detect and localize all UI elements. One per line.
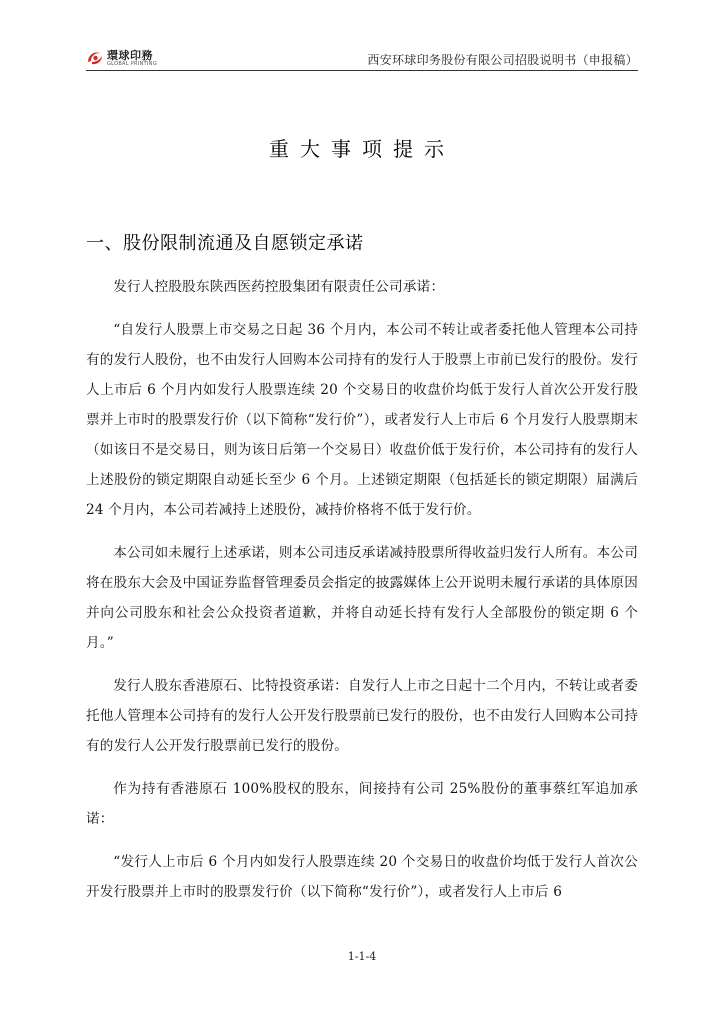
paragraph: 发行人股东香港原石、比特投资承诺：自发行人上市之日起十二个月内，不转让或者委托他人管理本公司持有的发行人公开发行股票前已发行的股份，也不由发行人回购本公司持有的发行人公开发行股票前已发行的股份。 bbox=[86, 678, 638, 754]
paragraph: “自发行人股票上市交易之日起 36 个月内，本公司不转让或者委托他人管理本公司持有的发行人股份，也不由发行人回购本公司持有的发行人于股票上市前已发行的股份。发行人上市后 6 个月内如发行人股票连续 20 个交易日的收盘价均低于发行人首次公开发行股票并上市时的股票发行价（以下简称“发行价”），或者发行人上市后 6 个月发行人股票期末（如该日不是交易日，则为该日后第一个交易日）收盘价低于发行价，本公司持有的发行人上述股份的锁定期限自动延长至少 6 个月。上述锁定期限（包括延长的锁定期限）届满后 24 个月内，本公司若减持上述股份，减持价格将不低于发行价。 bbox=[86, 322, 638, 518]
paragraph: 作为持有香港原石 100%股权的股东，间接持有公司 25%股份的董事蔡红军追加承诺： bbox=[86, 781, 638, 827]
header-document-title: 西安环球印务股份有限公司招股说明书（申报稿） bbox=[367, 53, 638, 67]
page-header bbox=[86, 46, 638, 71]
paragraph: 本公司如未履行上述承诺，则本公司违反承诺减持股票所得收益归发行人所有。本公司将在股东大会及中国证券监督管理委员会指定的披露媒体上公开说明未履行承诺的具体原因并向公司股东和社会公众投资者道歉，并将自动延长持有发行人全部股份的锁定期 6 个月。” bbox=[86, 545, 638, 651]
logo-english-name: GLOBAL PRINTING bbox=[107, 60, 157, 67]
page-title: 重大事项提示 bbox=[269, 137, 455, 161]
page-number: 1-1-4 bbox=[347, 950, 377, 963]
paragraph: “发行人上市后 6 个月内如发行人股票连续 20 个交易日的收盘价均低于发行人首次公开发行股票并上市时的股票发行价（以下简称“发行价”），或者发行人上市后 6 bbox=[86, 854, 638, 900]
paragraph: 发行人控股股东陕西医药控股集团有限责任公司承诺： bbox=[113, 279, 445, 295]
logo-chinese-name: 環球印務 bbox=[107, 48, 153, 62]
logo-emblem-icon bbox=[86, 50, 104, 66]
company-logo bbox=[86, 48, 157, 68]
section-heading: 一、股份限制流通及自愿锁定承诺 bbox=[86, 233, 364, 254]
body-text bbox=[86, 272, 638, 920]
